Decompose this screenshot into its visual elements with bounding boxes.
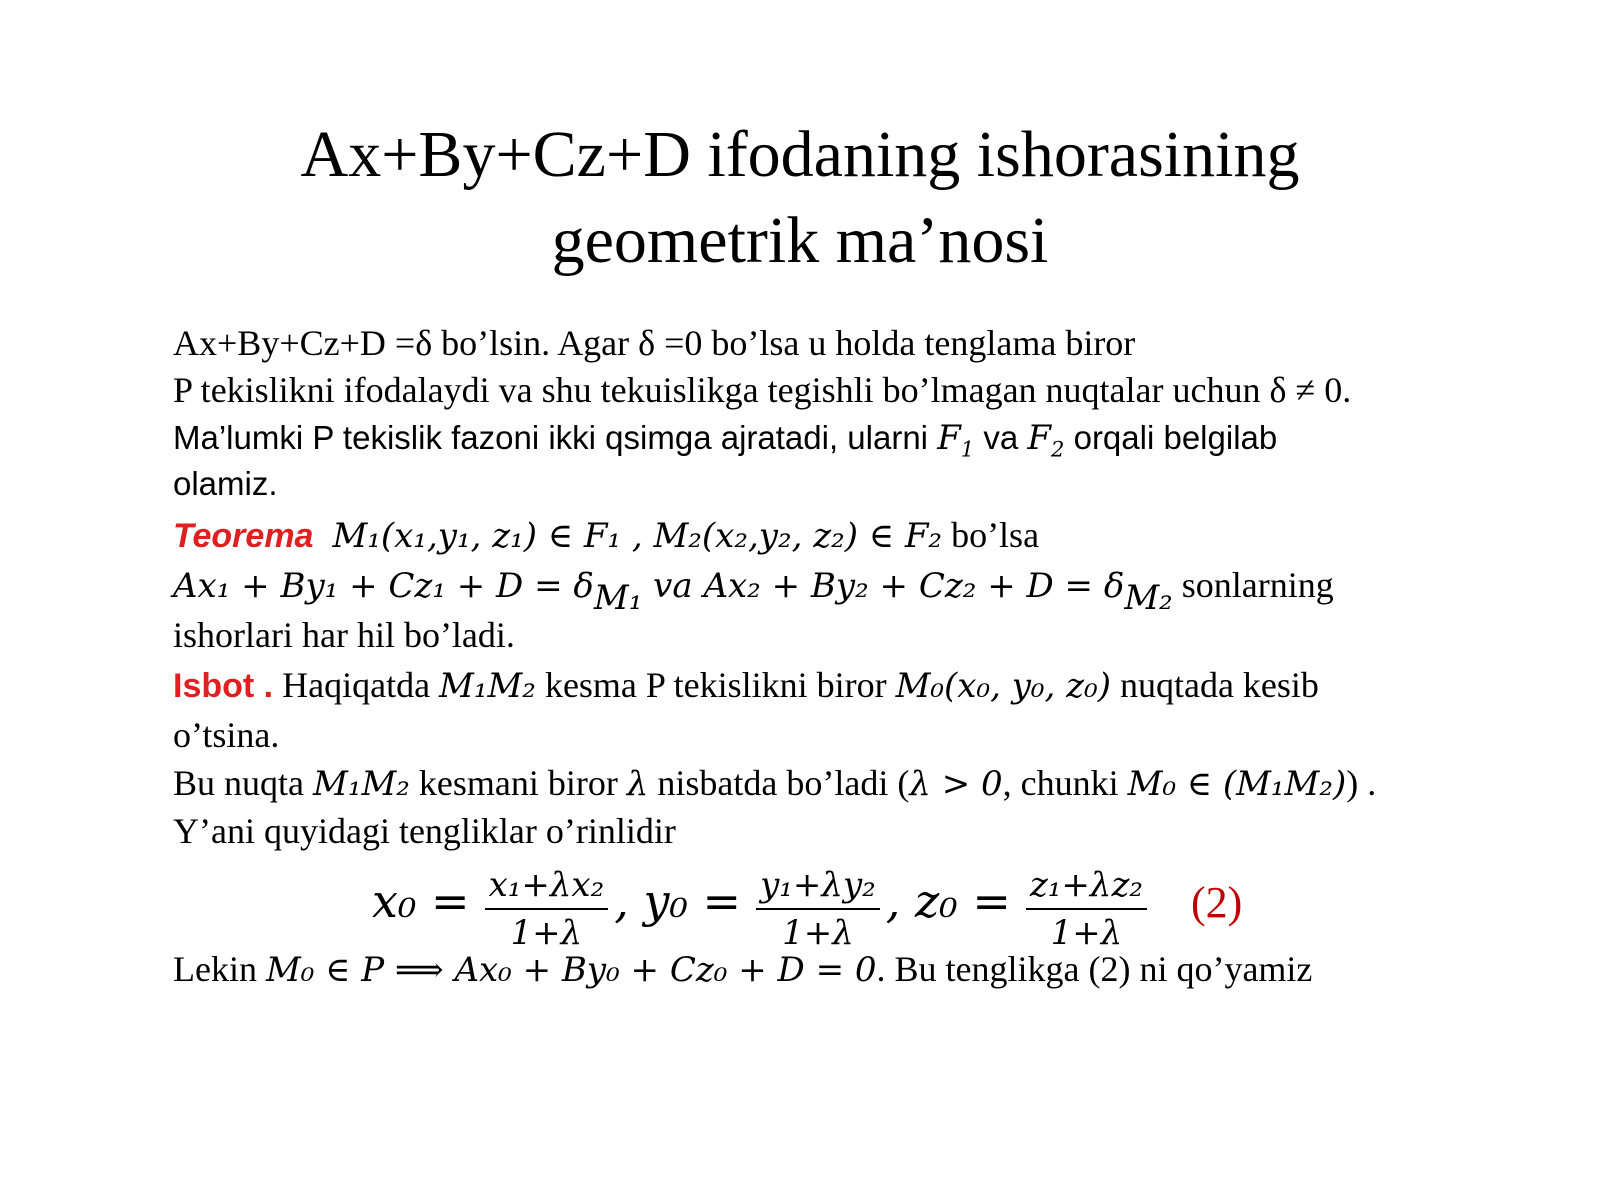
segment-m1m2: M₁M₂ [439, 666, 536, 706]
text-line-11 [173, 808, 676, 854]
proof-line [173, 662, 1319, 709]
text-line-1 [173, 320, 1135, 366]
text-line-13 [173, 946, 1312, 993]
eq-x-numerator: x₁+λx₂ [485, 864, 609, 910]
text-line-2-content: P tekislikni ifodalaydi va shu tekuislikga tegishli bo’lmagan nuqtalar uchun δ ≠ 0. [173, 370, 1352, 410]
text-line-10-d: , chunki [1002, 763, 1128, 803]
text-line-1-content: Ax+By+Cz+D =δ bo’lsin. Agar δ =0 bo’lsa u holda tenglama biror [173, 323, 1136, 363]
equation-2 [372, 858, 1242, 954]
f2-subscript: 2 [1051, 436, 1065, 462]
text-line-9-content: o’tsina. [173, 715, 280, 755]
text-line-3 [173, 415, 1277, 461]
delta-m2-subscript: M₂ [1124, 577, 1173, 618]
eq-x-fraction [485, 864, 609, 954]
eq-z-numerator: z₁+λz₂ [1026, 864, 1147, 910]
text-line-10-a: Bu nuqta [173, 763, 313, 803]
theorem-formula-line [173, 562, 1334, 618]
text-line-13-a: Lekin [173, 949, 266, 989]
text-line-10-b: kesmani biror [409, 763, 627, 803]
equation-number: (2) [1191, 878, 1243, 927]
proof-text-a: Haqiqatda [273, 665, 440, 705]
proof-label: Isbot . [173, 667, 274, 705]
lambda-symbol: λ [626, 764, 649, 804]
text-line-2 [173, 367, 1351, 413]
eq-x-lhs: x₀ = [372, 874, 470, 928]
formula-delta-m2: va Ax₂ + By₂ + Cz₂ + D = δ [642, 566, 1125, 606]
formula-delta-m1: Ax₁ + By₁ + Cz₁ + D = δ [173, 566, 594, 606]
eq-z-lhs: , z₀ = [885, 874, 1011, 928]
theorem-line [173, 512, 1039, 559]
eq-y-fraction [756, 864, 880, 954]
text-line-3-c: orqali belgilab [1064, 419, 1278, 456]
eq-y-lhs: , y₀ = [614, 874, 742, 928]
theorem-label: Teorema [173, 517, 314, 555]
text-line-7-content: ishorlari har hil bo’ladi. [173, 615, 515, 655]
f2-letter: F [1027, 418, 1051, 458]
text-line-4-content: olamiz. [173, 465, 278, 502]
text-line-3-a: Ma’lumki P tekislik fazoni ikki qsimga ajratadi, ularni [173, 419, 938, 456]
f1-symbol [937, 418, 975, 462]
theorem-line-tail: bo’lsa [942, 515, 1040, 555]
text-line-7 [173, 612, 515, 658]
eq-z-denominator: 1+λ [1050, 912, 1123, 953]
text-line-10-c: nisbatda bo’ladi ( [648, 763, 910, 803]
formula-line-tail: sonlarning [1172, 565, 1334, 605]
m0-in-segment: M₀ ∈ (M₁M₂) [1127, 764, 1347, 804]
text-line-13-b: . Bu tenglikga (2) ni qo’yamiz [876, 949, 1313, 989]
f1-letter: F [937, 418, 961, 458]
segment-m1m2-2: M₁M₂ [313, 764, 410, 804]
delta-m1-subscript: M₁ [593, 577, 643, 618]
proof-text-c: nuqtada kesib [1110, 665, 1319, 705]
text-line-4 [173, 461, 278, 507]
text-line-3-b: va [974, 419, 1028, 456]
m0-in-p-formula: M₀ ∈ P ⟹ Ax₀ + By₀ + Cz₀ + D = 0 [265, 950, 877, 990]
eq-y-numerator: y₁+λy₂ [756, 864, 880, 910]
proof-text-b: kesma P tekislikni biror [535, 665, 896, 705]
slide-title-line2: geometrik ma’nosi [551, 204, 1049, 277]
f2-symbol [1027, 418, 1065, 462]
slide-title-line1: Ax+By+Cz+D ifodaning ishorasining [300, 118, 1300, 191]
text-line-10-e: ) . [1346, 763, 1377, 803]
eq-z-fraction [1026, 864, 1147, 954]
f1-subscript: 1 [960, 436, 975, 462]
eq-x-denominator: 1+λ [510, 912, 583, 953]
text-line-9 [173, 712, 279, 758]
text-line-10 [173, 760, 1376, 807]
point-m0: M₀(x₀, y₀, z₀) [895, 666, 1111, 706]
lambda-positive: λ > 0 [909, 764, 1003, 804]
eq-y-denominator: 1+λ [782, 912, 854, 953]
theorem-points: M₁(x₁,y₁, z₁) ∈ F₁ , M₂(x₂,y₂, z₂) ∈ F₂ [332, 516, 943, 556]
text-line-11-content: Y’ani quyidagi tengliklar o’rinlidir [173, 811, 676, 851]
slide-title [0, 112, 1600, 284]
